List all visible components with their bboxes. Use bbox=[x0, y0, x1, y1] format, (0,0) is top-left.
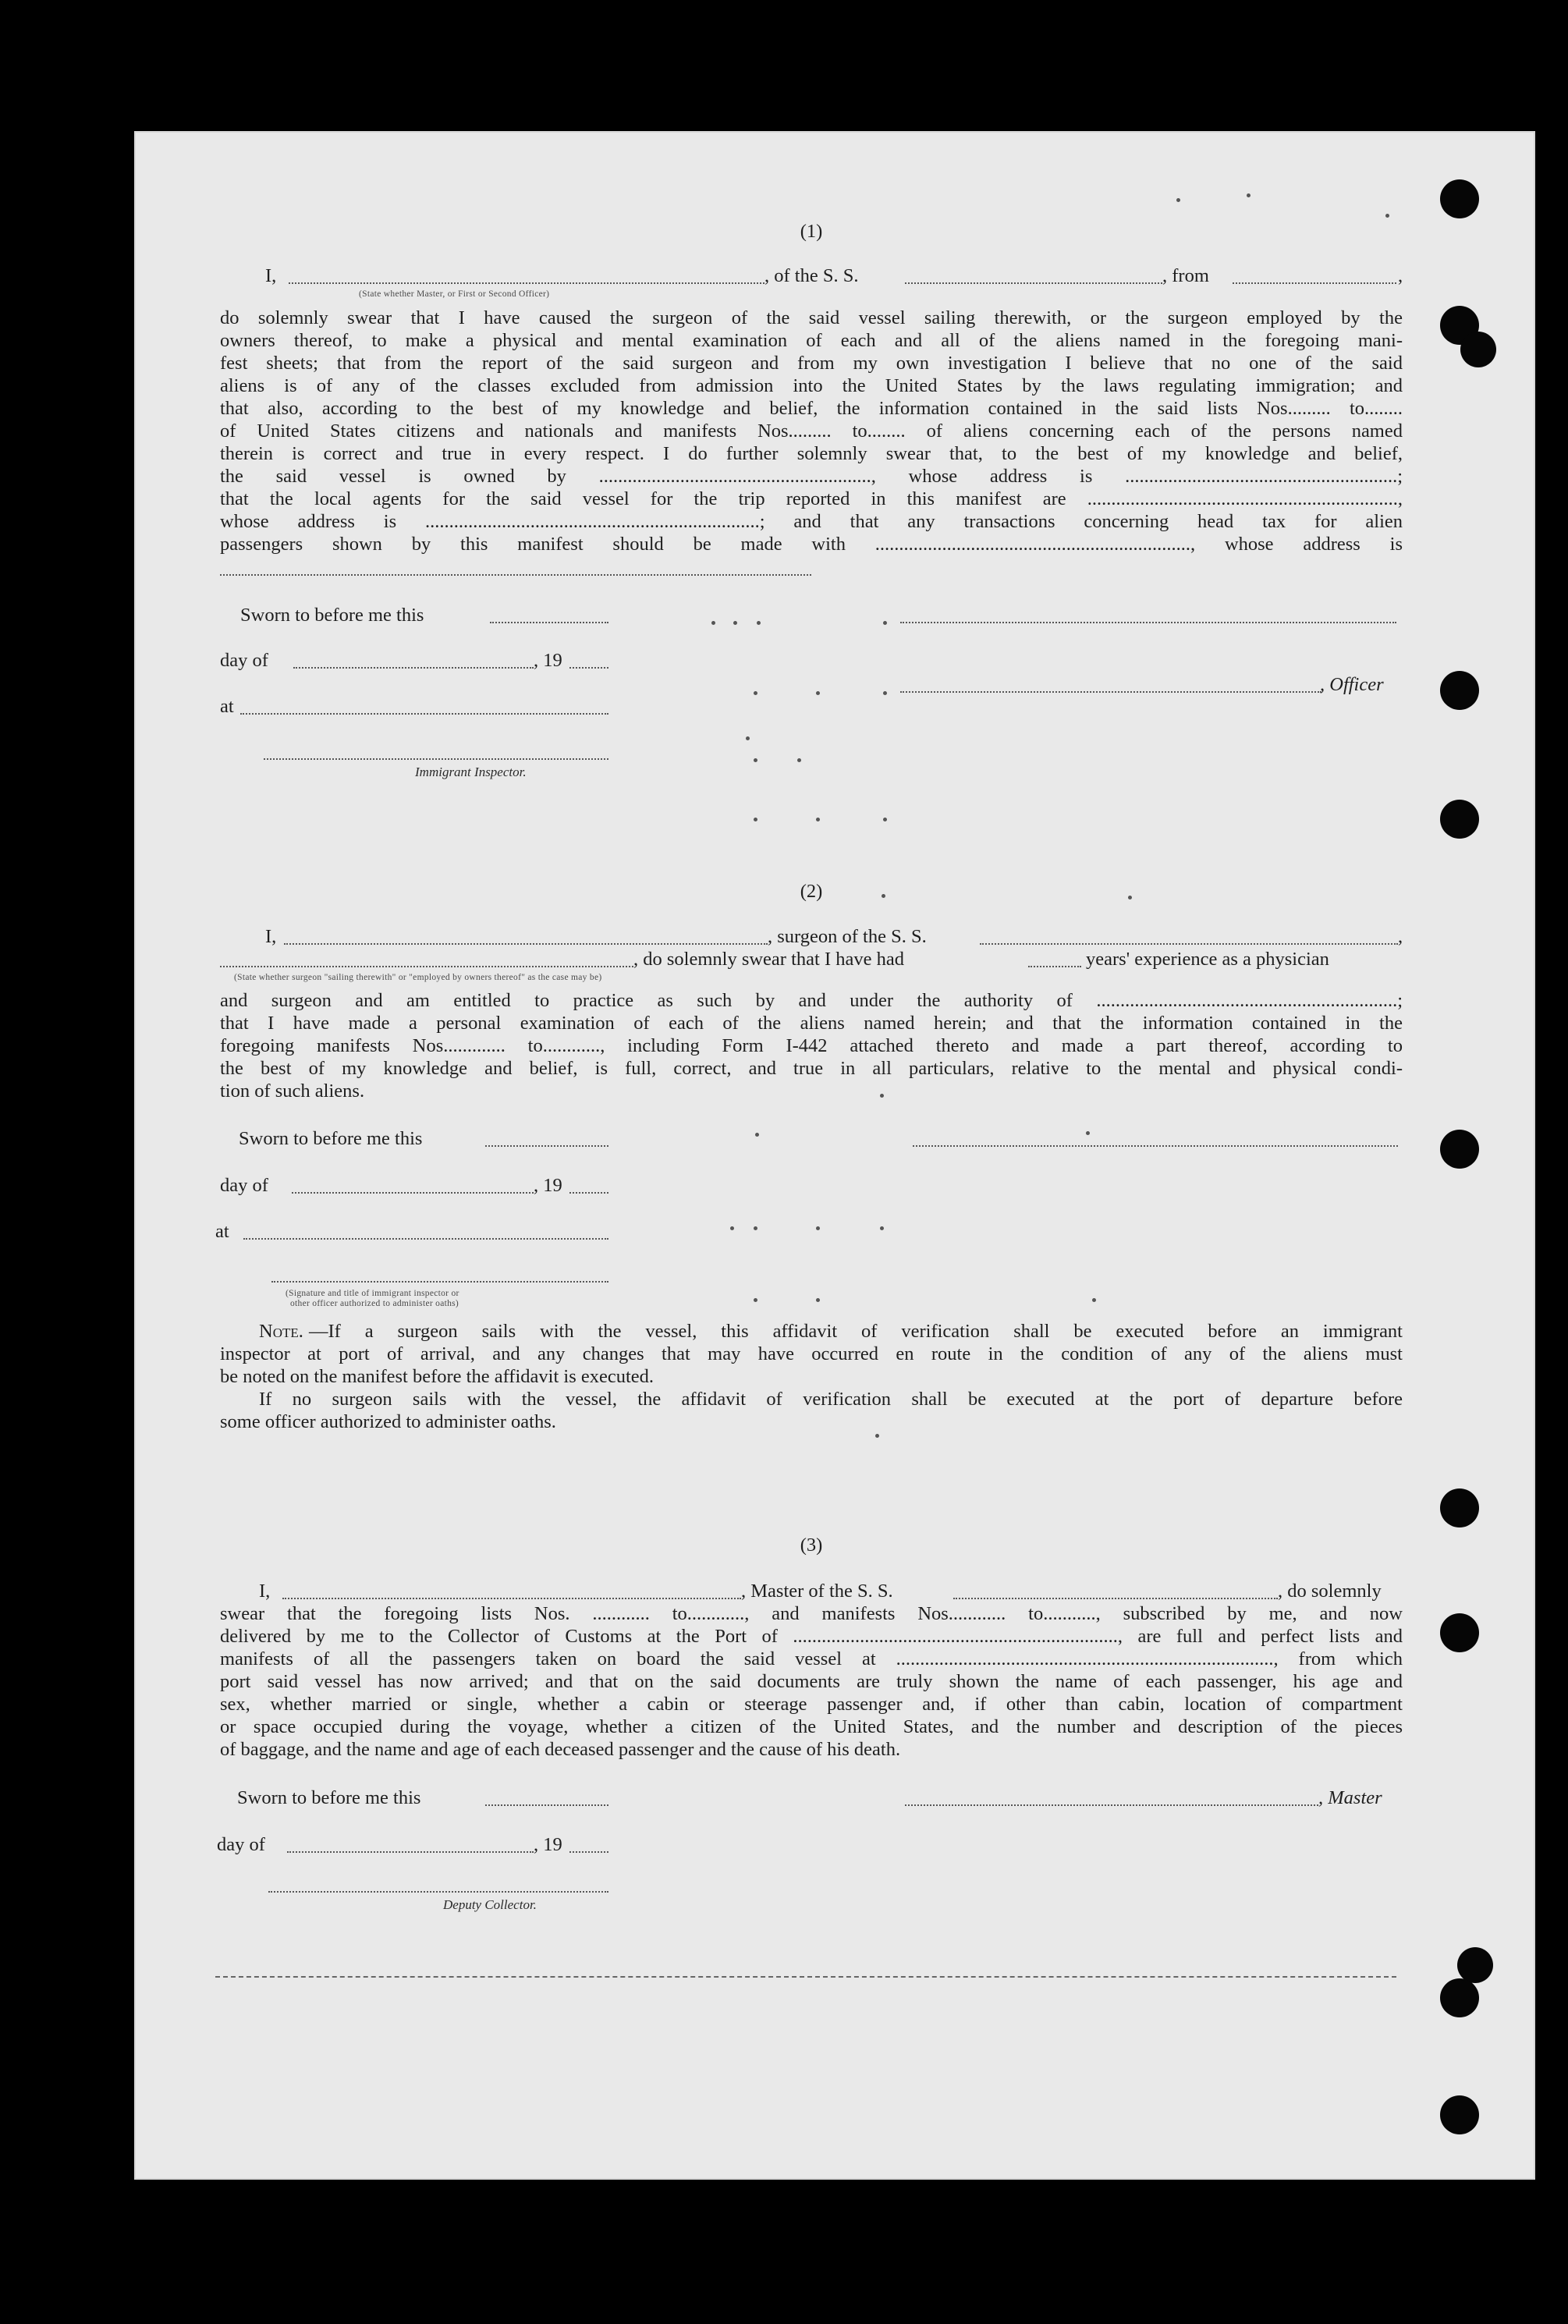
scan-speck bbox=[816, 818, 820, 821]
signature-title-note-2: other officer authorized to administer oaths) bbox=[290, 1299, 459, 1308]
scan-speck bbox=[757, 621, 761, 625]
binder-hole bbox=[1440, 800, 1479, 839]
year-field-1[interactable] bbox=[569, 667, 608, 669]
scan-speck bbox=[1092, 1298, 1096, 1302]
scan-speck bbox=[882, 894, 885, 898]
at-label-2: at bbox=[215, 1221, 229, 1242]
scan-speck bbox=[754, 1298, 757, 1302]
bottom-rule bbox=[215, 1976, 1396, 1978]
paragraph-line: of baggage, and the name and age of each deceased passenger and the cause of his death. bbox=[220, 1739, 901, 1760]
scan-speck bbox=[755, 1133, 759, 1137]
surgeon-prefix: I, bbox=[265, 926, 277, 947]
sworn-date-field-1[interactable] bbox=[490, 622, 608, 623]
surgeon-line-end: , bbox=[1398, 926, 1403, 947]
note-label: Note. bbox=[259, 1321, 303, 1342]
paragraph-line: whose address is ......................................................................; and that any transactions concerning head tax for alien bbox=[220, 511, 1403, 532]
year-label-2: , 19 bbox=[534, 1175, 562, 1196]
section-1-heading: (1) bbox=[800, 221, 823, 242]
scan-speck bbox=[1176, 198, 1180, 202]
paragraph-line: the best of my knowledge and belief, is full, correct, and true in all particulars, relative to the mental and physical condi- bbox=[220, 1058, 1403, 1079]
scan-speck bbox=[816, 691, 820, 695]
paragraph-line: therein is correct and true in every respect. I do further solemnly swear that, to the best of my knowledge and belief, bbox=[220, 443, 1403, 464]
years-experience-field[interactable] bbox=[1028, 966, 1081, 967]
master-name-field[interactable] bbox=[282, 1598, 741, 1599]
binder-hole bbox=[1440, 1488, 1479, 1527]
immigrant-inspector-label: Immigrant Inspector. bbox=[415, 765, 527, 779]
officer-label: , Officer bbox=[1320, 674, 1384, 695]
paragraph-line: sex, whether married or single, whether a cabin or steerage passenger and, if other than cabin, location of compartment bbox=[220, 1694, 1403, 1715]
scan-speck bbox=[1385, 214, 1389, 218]
year-field-3[interactable] bbox=[569, 1851, 608, 1853]
surgeon-status-field[interactable] bbox=[220, 966, 633, 967]
of-the-ss-label: , of the S. S. bbox=[764, 265, 859, 286]
day-of-label-1: day of bbox=[220, 650, 268, 671]
master-of-ss-label: , Master of the S. S. bbox=[741, 1581, 893, 1602]
sworn-label-1: Sworn to before me this bbox=[240, 605, 424, 626]
at-label-1: at bbox=[220, 696, 234, 717]
paragraph-line: and surgeon and am entitled to practice as such by and under the authority of ...............................................................; bbox=[220, 990, 1403, 1011]
at-field-2[interactable] bbox=[243, 1238, 608, 1240]
sworn-date-field-3[interactable] bbox=[485, 1804, 608, 1806]
agent-address-field[interactable] bbox=[220, 574, 811, 576]
master-prefix: I, bbox=[259, 1581, 271, 1602]
scan-speck bbox=[880, 1226, 884, 1230]
scan-speck bbox=[816, 1298, 820, 1302]
scan-speck bbox=[746, 736, 750, 740]
section-3-heading: (3) bbox=[800, 1535, 823, 1556]
paragraph-line: owners thereof, to make a physical and mental examination of each and all of the aliens named in the foregoing mani- bbox=[220, 330, 1403, 351]
years-experience-label: years' experience as a physician bbox=[1086, 949, 1329, 970]
day-of-label-3: day of bbox=[217, 1834, 265, 1855]
day-field-1[interactable] bbox=[293, 667, 534, 669]
paragraph-line: that also, according to the best of my knowledge and belief, the information contained in the said lists Nos......... to........ bbox=[220, 398, 1403, 419]
paragraph-line: tion of such aliens. bbox=[220, 1080, 365, 1102]
paragraph-line: port said vessel has now arrived; and that on the said documents are truly shown the name of each passenger, his age and bbox=[220, 1671, 1403, 1692]
master-line-end: , do solemnly bbox=[1278, 1581, 1382, 1602]
surgeon-name-field[interactable] bbox=[284, 943, 768, 945]
paragraph-line: aliens is of any of the classes excluded from admission into the United States by the laws regulating immigration; and bbox=[220, 375, 1403, 396]
surgeon-signature-field[interactable] bbox=[913, 1145, 1398, 1147]
binder-hole bbox=[1440, 2095, 1479, 2134]
note-line: be noted on the manifest before the affidavit is executed. bbox=[220, 1366, 655, 1387]
scan-speck bbox=[733, 621, 737, 625]
declarant-prefix: I, bbox=[265, 265, 277, 286]
collector-signature-field[interactable] bbox=[268, 1891, 608, 1893]
declarant-name-field[interactable] bbox=[289, 282, 764, 284]
day-field-2[interactable] bbox=[292, 1192, 534, 1194]
binder-hole bbox=[1440, 671, 1479, 710]
surgeon-status-note: (State whether surgeon "sailing therewith" or "employed by owners thereof" as the case may be) bbox=[234, 973, 602, 982]
note-line: —If a surgeon sails with the vessel, this affidavit of verification shall be executed before an immigrant bbox=[309, 1321, 1403, 1342]
scan-speck bbox=[1086, 1131, 1090, 1135]
year-label-3: , 19 bbox=[534, 1834, 562, 1855]
paragraph-line: swear that the foregoing lists Nos. ............ to............, and manifests Nos............ to..........., subscribed by me, and now bbox=[220, 1603, 1403, 1624]
paragraph-line: or space occupied during the voyage, whether a citizen of the United States, and the number and description of the pieces bbox=[220, 1716, 1403, 1737]
note-line: inspector at port of arrival, and any changes that may have occurred en route in the condition of any of the aliens must bbox=[220, 1343, 1403, 1364]
binder-hole bbox=[1460, 332, 1496, 367]
inspector-signature-field[interactable] bbox=[264, 758, 608, 760]
paragraph-line: manifests of all the passengers taken on board the said vessel at ..............................................................................., from which bbox=[220, 1648, 1403, 1669]
first-line-end: , bbox=[1398, 265, 1403, 286]
day-of-label-2: day of bbox=[220, 1175, 268, 1196]
paragraph-line: that the local agents for the said vessel for the trip reported in this manifest are ................................................................., bbox=[220, 488, 1403, 509]
paragraph-line: foregoing manifests Nos............. to............, including Form I-442 attached thereto and made a part thereof, according to bbox=[220, 1035, 1403, 1056]
master-label: , Master bbox=[1318, 1787, 1382, 1808]
section-2-heading: (2) bbox=[800, 881, 823, 902]
year-label-1: , 19 bbox=[534, 650, 562, 671]
officer-oath-signature-field[interactable] bbox=[271, 1281, 608, 1283]
scan-speck bbox=[883, 818, 887, 821]
scan-speck bbox=[1128, 896, 1132, 899]
from-label: , from bbox=[1162, 265, 1209, 286]
master-signature-field[interactable] bbox=[905, 1804, 1318, 1806]
paragraph-line: fest sheets; that from the report of the said surgeon and from my own investigation I believe that no one of the said bbox=[220, 353, 1403, 374]
scan-speck bbox=[880, 1094, 884, 1098]
paragraph-line: do solemnly swear that I have caused the surgeon of the said vessel sailing therewith, or the surgeon employed by the bbox=[220, 307, 1403, 328]
scan-speck bbox=[883, 691, 887, 695]
binder-hole bbox=[1440, 1978, 1479, 2017]
declarant-note: (State whether Master, or First or Second Officer) bbox=[359, 289, 550, 299]
scan-speck bbox=[754, 691, 757, 695]
scan-speck bbox=[816, 1226, 820, 1230]
binder-hole bbox=[1440, 1130, 1479, 1169]
at-field-1[interactable] bbox=[240, 713, 608, 715]
binder-hole bbox=[1440, 179, 1479, 218]
officer-signature-field[interactable] bbox=[900, 622, 1396, 623]
officer-title-field[interactable] bbox=[900, 691, 1321, 693]
deputy-collector-label: Deputy Collector. bbox=[443, 1897, 537, 1912]
signature-title-note-1: (Signature and title of immigrant inspector or bbox=[286, 1289, 459, 1298]
sworn-date-field-2[interactable] bbox=[485, 1145, 608, 1147]
scan-speck bbox=[797, 758, 801, 762]
sworn-label-3: Sworn to before me this bbox=[237, 1787, 421, 1808]
surgeon-vessel-field[interactable] bbox=[980, 943, 1398, 945]
scan-speck bbox=[754, 758, 757, 762]
note-line: If no surgeon sails with the vessel, the affidavit of verification shall be executed at the port of departure before bbox=[259, 1389, 1403, 1410]
day-field-3[interactable] bbox=[287, 1851, 534, 1853]
scan-speck bbox=[754, 1226, 757, 1230]
paragraph-line: passengers shown by this manifest should be made with .................................................................., whose address is bbox=[220, 534, 1403, 555]
scan-speck bbox=[754, 818, 757, 821]
sworn-label-2: Sworn to before me this bbox=[239, 1128, 423, 1149]
surgeon-of-ss-label: , surgeon of the S. S. bbox=[768, 926, 927, 947]
paragraph-line: the said vessel is owned by ........................................................., whose address is .........................................................; bbox=[220, 466, 1403, 487]
binder-hole bbox=[1457, 1947, 1493, 1983]
do-solemnly-swear-label: , do solemnly swear that I have had bbox=[633, 949, 904, 970]
paragraph-line: delivered by me to the Collector of Customs at the Port of ...................................................................., are full and perfect lists and bbox=[220, 1626, 1403, 1647]
from-port-field[interactable] bbox=[1233, 282, 1396, 284]
binder-hole bbox=[1440, 1613, 1479, 1652]
scan-speck bbox=[730, 1226, 734, 1230]
scan-speck bbox=[875, 1434, 879, 1438]
paragraph-line: that I have made a personal examination of each of the aliens named herein; and that the information contained in the bbox=[220, 1013, 1403, 1034]
note-line: some officer authorized to administer oaths. bbox=[220, 1411, 556, 1432]
scan-speck bbox=[711, 621, 715, 625]
scan-speck bbox=[1247, 193, 1250, 197]
vessel-name-field[interactable] bbox=[905, 282, 1162, 284]
paragraph-line: of United States citizens and nationals and manifests Nos......... to........ of aliens concerning each of the persons named bbox=[220, 420, 1403, 442]
year-field-2[interactable] bbox=[569, 1192, 608, 1194]
scan-speck bbox=[883, 621, 887, 625]
master-vessel-field[interactable] bbox=[953, 1598, 1278, 1599]
